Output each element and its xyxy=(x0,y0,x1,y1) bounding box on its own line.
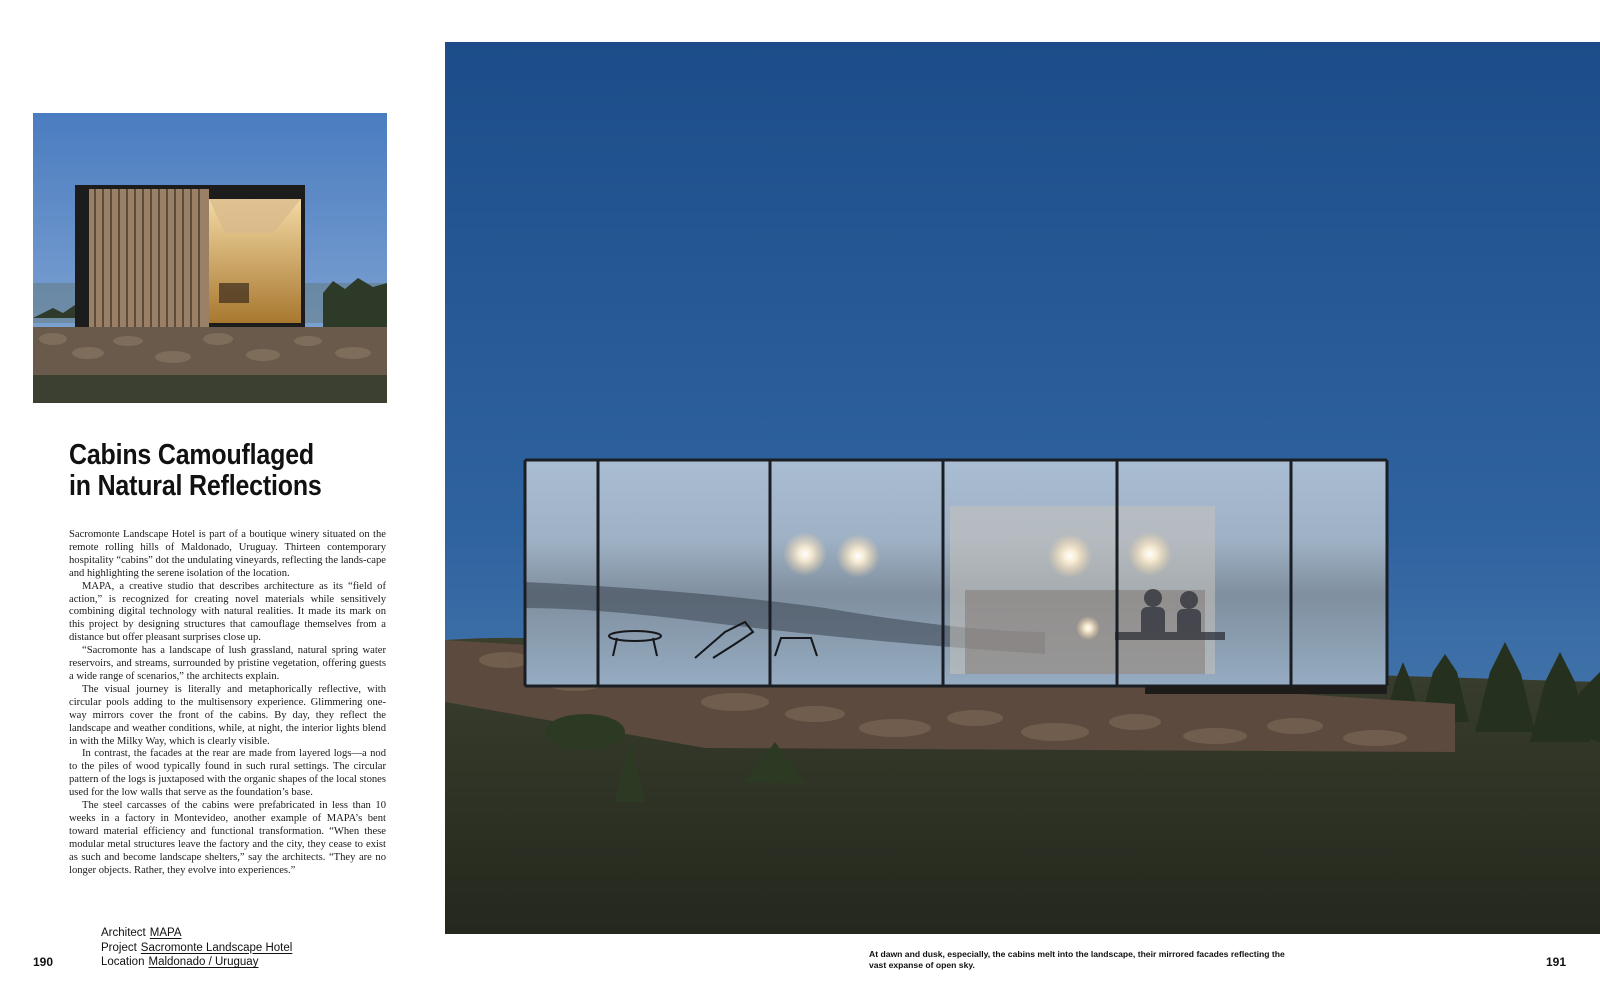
article-body xyxy=(69,529,386,877)
body-paragraph: “Sacromonte has a landscape of lush grassland, natural spring water reservoirs, and streams, surrounded by pristine vegetation, offering guests a wide range of scenarios,” the architects explain. xyxy=(69,645,386,682)
page-number-right: 191 xyxy=(1546,955,1567,969)
project-credits xyxy=(101,926,292,970)
credit-label: Architect xyxy=(101,927,146,939)
page-number-left: 190 xyxy=(33,955,54,969)
credit-label: Project xyxy=(101,941,137,954)
cabin-photo-main xyxy=(445,42,1600,934)
credit-location xyxy=(101,955,292,970)
credit-value: Maldonado / Uruguay xyxy=(148,956,259,968)
body-paragraph: MAPA, a creative studio that describes architecture as its “field of action,” is recognized for creating novel materials while sensitively combining digital technology with natural realities. It made its mark on this project by designing structures that camouflage themselves from a distance but offer pleasant surprises close up. xyxy=(69,580,386,644)
credit-architect xyxy=(101,926,292,941)
body-paragraph: Sacromonte Landscape Hotel is part of a boutique winery situated on the remote rolling hills of Maldonado, Uruguay. Thirteen contemporary hospitality “cabins” dot the undulating vineyards, reflecting the lands-cape and highlighting the serene isolation of the location. xyxy=(69,529,386,579)
article-title xyxy=(69,440,353,502)
cabin-photo-small xyxy=(33,113,387,403)
article-title-line: in Natural Reflections xyxy=(69,470,322,502)
credit-value: Sacromonte Landscape Hotel xyxy=(140,941,293,954)
credit-label: Location xyxy=(101,956,145,968)
article-title-line: Cabins Camouflaged xyxy=(69,439,314,471)
photo-caption: At dawn and dusk, especially, the cabins melt into the landscape, their mirrored facades reflecting the vast expanse of open sky. xyxy=(869,949,1285,970)
body-paragraph: In contrast, the facades at the rear are made from layered logs—a nod to the piles of wood typically found in such rural settings. The circular pattern of the logs is juxtaposed with the organic shapes of the local stones used for the low walls that serve as the foundation’s base. xyxy=(69,748,386,799)
body-paragraph: The steel carcasses of the cabins were prefabricated in less than 10 weeks in a factory in Montevideo, another example of MAPA’s bent toward material efficiency and functional transformation. “When these modular metal structures leave the factory and the city, they cease to exist as such and become landscape shelters,” say the architects. “They are no longer objects. Rather, they evolve into experiences.” xyxy=(69,800,386,876)
credit-value: MAPA xyxy=(149,927,182,939)
credit-project xyxy=(101,941,292,956)
body-paragraph: The visual journey is literally and metaphorically reflective, with circular pools adding to the multisensory experience. Glimmering one-way mirrors cover the front of the cabins. By day, they reflect the landscape and weather conditions, while, at night, the interior lights blend in with the Milky Way, which is clearly visible. xyxy=(69,683,386,747)
